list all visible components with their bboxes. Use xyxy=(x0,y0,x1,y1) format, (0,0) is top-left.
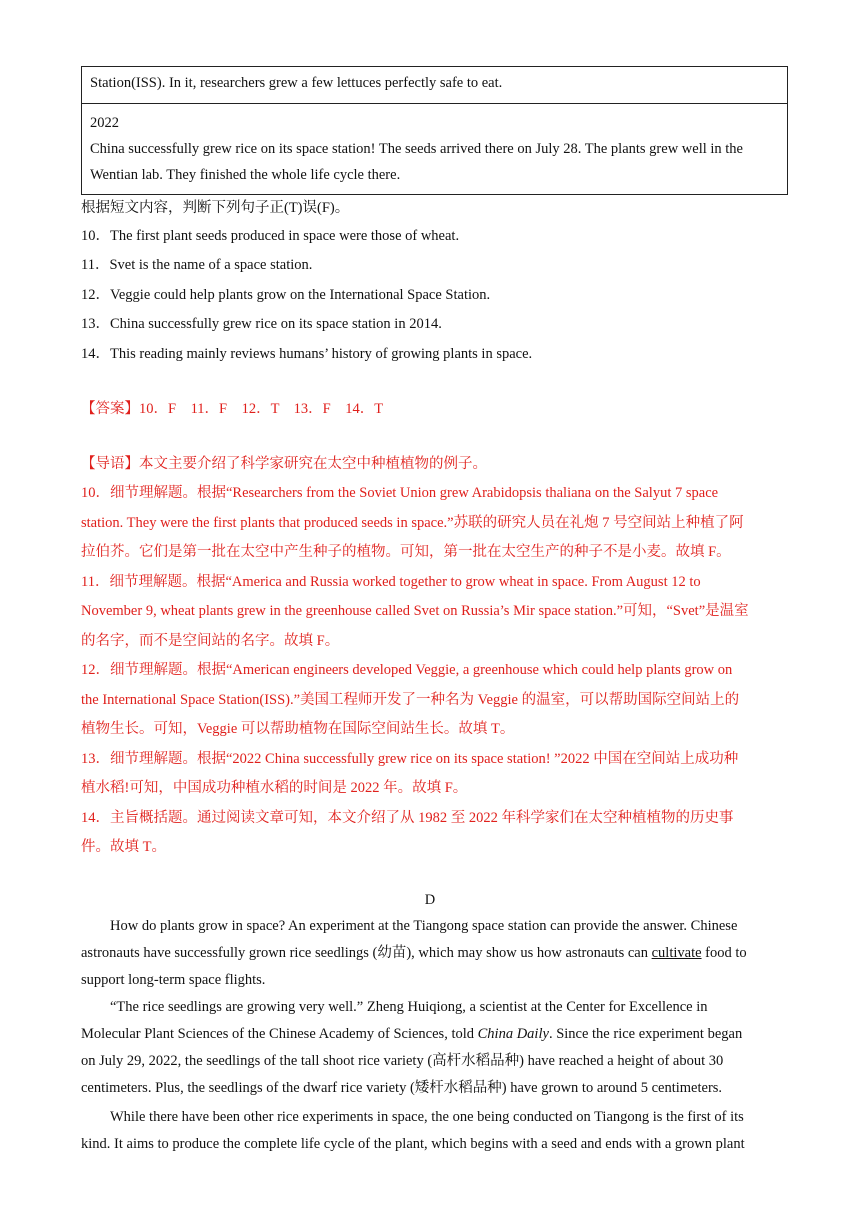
explanation-line: 14．主旨概括题。通过阅读文章可知，本文介绍了从 1982 至 2022 年科学家们在太空种植植物的历史事 xyxy=(81,809,734,826)
italic-source: China Daily xyxy=(477,1026,549,1042)
passage xyxy=(81,913,779,1158)
passage-line: centimeters. Plus, the seedlings of the dwarf rice variety (矮杆水稻品种) have grown to around 5 centimeters. xyxy=(81,1080,723,1096)
passage-line: support long-term space flights. xyxy=(81,972,266,988)
table-row-year: 2022 xyxy=(90,115,119,131)
explanation-line: 植物生长。可知，Veggie 可以帮助植物在国际空间站生长。故填 T。 xyxy=(81,721,515,737)
underlined-word: cultivate xyxy=(651,945,702,961)
answer-key: 【答案】10．F 11．F 12．T 13．F 14．T xyxy=(81,401,384,417)
explanations xyxy=(81,479,779,863)
explanation-line: 13．细节理解题。根据“2022 China successfully grew rice on its space station! ”2022 中国在空间站上成功种 xyxy=(81,750,739,767)
question-12: 12．Veggie could help plants grow on the International Space Station. xyxy=(81,287,491,303)
question-10: 10．The first plant seeds produced in space were those of wheat. xyxy=(81,228,460,244)
passage-line: kind. It aims to produce the complete life cycle of the plant, which begins with a seed and ends with a grown plant xyxy=(81,1136,745,1152)
passage-text: food to xyxy=(701,945,747,961)
table-row-text: China successfully grew rice on its space station! The seeds arrived there on July 28. The plants grew well in the xyxy=(90,141,743,157)
explanation-line: 植水稻!可知，中国成功种植水稻的时间是 2022 年。故填 F。 xyxy=(81,780,468,796)
guide-text: 【导语】本文主要介绍了科学家研究在太空中种植植物的例子。 xyxy=(81,456,487,472)
section-title: D xyxy=(424,892,436,908)
passage-line xyxy=(81,1021,779,1048)
passage-line: How do plants grow in space? An experiment at the Tiangong space station can provide the answer. Chinese xyxy=(110,918,738,934)
explanation-line: 的名字，而不是空间站的名字。故填 F。 xyxy=(81,632,340,649)
passage-line: on July 29, 2022, the seedlings of the tall shoot rice variety (高杆水稻品种) have reached a height of about 30 xyxy=(81,1053,724,1069)
explanation-line: 件。故填 T。 xyxy=(81,839,166,855)
question-11: 11．Svet is the name of a space station. xyxy=(81,257,313,273)
passage-line: “The rice seedlings are growing very well.” Zheng Huiqiong, a scientist at the Center for Excellence in xyxy=(110,999,708,1015)
table-row-2022 xyxy=(82,103,787,194)
explanation-line: November 9, wheat plants grew in the greenhouse called Svet on Russia’s Mir space station.”可知，“Svet”是温室 xyxy=(81,603,749,619)
explanation-line: the International Space Station(ISS).”美国工程师开发了一种名为 Veggie 的温室，可以帮助国际空间站上的 xyxy=(81,691,740,708)
explanation-line: station. They were the first plants that produced seeds in space.”苏联的研究人员在礼炮 7 号空间站上种植了阿 xyxy=(81,514,744,531)
passage-line xyxy=(81,940,779,967)
passage-line: While there have been other rice experiments in space, the one being conducted on Tiangong is the first of its xyxy=(110,1109,744,1125)
explanation-line: 拉伯芥。它们是第一批在太空中产生种子的植物。可知，第一批在太空生产的种子不是小麦。故填 F。 xyxy=(81,544,731,560)
instruction: 根据短文内容，判断下列句子正(T)误(F)。 xyxy=(81,200,350,216)
passage-text: astronauts have successfully grown rice seedlings (幼苗), which may show us how astronauts can xyxy=(81,945,652,961)
question-14: 14．This reading mainly reviews humans’ history of growing plants in space. xyxy=(81,346,533,362)
table-row-text: Station(ISS). In it, researchers grew a few lettuces perfectly safe to eat. xyxy=(90,75,503,91)
explanation-line: 10．细节理解题。根据“Researchers from the Soviet Union grew Arabidopsis thaliana on the Salyut 7 space xyxy=(81,485,719,501)
passage-text: Molecular Plant Sciences of the Chinese Academy of Sciences, told xyxy=(81,1026,478,1042)
table-row-iss xyxy=(82,67,787,103)
passage-text: . Since the rice experiment began xyxy=(548,1026,743,1042)
question-13: 13．China successfully grew rice on its space station in 2014. xyxy=(81,316,442,332)
explanation-line: 12．细节理解题。根据“American engineers developed Veggie, a greenhouse which could help plants grow on xyxy=(81,662,733,678)
explanation-line: 11．细节理解题。根据“America and Russia worked together to grow wheat in space. From August 12 to xyxy=(81,573,701,590)
table-row-text: Wentian lab. They finished the whole life cycle there. xyxy=(90,167,401,183)
timeline-table xyxy=(81,66,788,195)
